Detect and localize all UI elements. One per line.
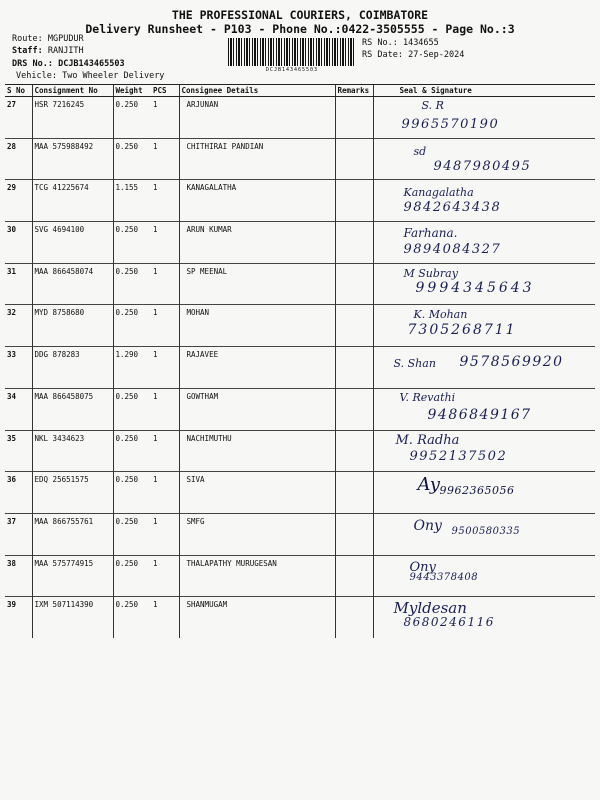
row-consignment: MAA 866458075 <box>32 388 113 430</box>
row-consignee: GOWTHAM <box>179 388 335 430</box>
row-weight: 0.250 <box>113 555 151 597</box>
row-consignee: CHITHIRAI PANDIAN <box>179 138 335 180</box>
col-sno: S No <box>5 85 32 97</box>
vehicle-value: Two Wheeler Delivery <box>62 71 165 81</box>
row-sno: 35 <box>5 430 32 472</box>
table-row <box>5 388 595 430</box>
table-row <box>5 513 595 555</box>
row-pcs: 1 <box>151 222 179 264</box>
row-consignment: MAA 575988492 <box>32 138 113 180</box>
row-signature <box>373 388 595 430</box>
row-signature <box>373 222 595 264</box>
col-remarks: Remarks <box>335 85 373 97</box>
signature-phone: 9952137502 <box>409 448 508 464</box>
row-remarks <box>335 97 373 139</box>
rs-no-value: 1434655 <box>402 38 439 48</box>
row-remarks <box>335 555 373 597</box>
row-consignment: IXM 507114390 <box>32 597 113 638</box>
row-consignment: MAA 866755761 <box>32 513 113 555</box>
signature-name: S. Shan <box>393 357 436 371</box>
row-weight: 0.250 <box>113 305 151 347</box>
row-pcs: 1 <box>151 388 179 430</box>
row-sno: 33 <box>5 347 32 389</box>
row-weight: 0.250 <box>113 263 151 305</box>
row-consignee: KANAGALATHA <box>179 180 335 222</box>
col-consignment: Consignment No <box>32 85 113 97</box>
row-signature <box>373 97 595 139</box>
row-consignee: ARUN KUMAR <box>179 222 335 264</box>
row-pcs: 1 <box>151 555 179 597</box>
table-row <box>5 430 595 472</box>
vehicle-line <box>16 71 164 81</box>
staff-value: RANJITH <box>47 46 84 56</box>
row-pcs: 1 <box>151 305 179 347</box>
col-consignee: Consignee Details <box>179 85 335 97</box>
signature-phone: 9500580335 <box>451 525 521 537</box>
table-row <box>5 305 595 347</box>
drs-line <box>12 59 125 69</box>
signature-phone: 7305268711 <box>407 322 517 339</box>
signature-name: K. Mohan <box>413 308 468 322</box>
row-signature <box>373 305 595 347</box>
row-sno: 39 <box>5 597 32 638</box>
row-weight: 0.250 <box>113 430 151 472</box>
row-remarks <box>335 305 373 347</box>
row-weight: 0.250 <box>113 472 151 514</box>
row-pcs: 1 <box>151 263 179 305</box>
row-pcs: 1 <box>151 513 179 555</box>
row-sno: 29 <box>5 180 32 222</box>
row-signature <box>373 180 595 222</box>
signature-name: M Subray <box>403 266 458 280</box>
runsheet-table <box>5 84 595 638</box>
row-sno: 38 <box>5 555 32 597</box>
row-sno: 27 <box>7 100 17 109</box>
row-remarks <box>335 430 373 472</box>
rs-no-line <box>362 38 439 48</box>
rs-date-label: RS Date: <box>362 50 403 60</box>
row-signature <box>373 597 595 638</box>
signature-phone: 9578569920 <box>459 354 564 371</box>
row-consignment: SVG 4694100 <box>32 222 113 264</box>
signature-name: Ony <box>409 559 436 575</box>
rs-date-value: 27-Sep-2024 <box>408 50 465 60</box>
row-consignment: HSR 7216245 <box>32 97 113 139</box>
signature-phone: 9994345643 <box>415 279 535 296</box>
signature-name: M. Radha <box>395 432 460 448</box>
table-row <box>5 597 595 638</box>
signature-phone: 9443378408 <box>409 571 479 583</box>
runsheet-subtitle: Delivery Runsheet - P103 - Phone No.:0422-3505555 - Page No.:3 <box>85 22 515 36</box>
row-remarks <box>335 472 373 514</box>
row-consignment: EDQ 25651575 <box>32 472 113 514</box>
signature-phone: 9962365056 <box>439 484 515 498</box>
row-sno: 28 <box>5 138 32 180</box>
rs-no-label: RS No.: <box>362 38 398 48</box>
row-weight: 0.250 <box>113 513 151 555</box>
route-line <box>12 34 84 44</box>
row-weight: 1.290 <box>113 347 151 389</box>
col-signature: Seal & Signature <box>373 85 595 97</box>
table-row <box>5 180 595 222</box>
row-consignment: MYD 8758680 <box>32 305 113 347</box>
table-row <box>5 97 595 139</box>
row-weight: 0.250 <box>113 97 151 139</box>
row-pcs: 1 <box>151 138 179 180</box>
row-signature <box>373 138 595 180</box>
table-row <box>5 222 595 264</box>
table-row <box>5 138 595 180</box>
row-sno: 36 <box>5 472 32 514</box>
signature-name: Ay <box>417 474 440 496</box>
row-remarks <box>335 388 373 430</box>
row-sno: 34 <box>5 388 32 430</box>
row-remarks <box>335 263 373 305</box>
signature-name: sd <box>413 144 427 158</box>
route-label: Route: <box>12 34 43 44</box>
signature-phone: 9842643438 <box>403 200 502 216</box>
row-consignment: NKL 3434623 <box>32 430 113 472</box>
row-pcs: 1 <box>151 347 179 389</box>
row-pcs: 1 <box>151 430 179 472</box>
route-value: MGPUDUR <box>47 34 84 44</box>
row-remarks <box>335 222 373 264</box>
drs-label: DRS No.: <box>12 59 53 69</box>
row-signature <box>373 430 595 472</box>
table-row <box>5 263 595 305</box>
row-consignment: MAA 866458074 <box>32 263 113 305</box>
row-consignee: MOHAN <box>179 305 335 347</box>
row-remarks <box>335 180 373 222</box>
row-consignment: MAA 575774915 <box>32 555 113 597</box>
row-remarks <box>335 138 373 180</box>
row-consignee: SMFG <box>179 513 335 555</box>
row-remarks <box>335 597 373 638</box>
vehicle-label: Vehicle: <box>16 71 57 81</box>
row-signature <box>373 472 595 514</box>
rs-date-line <box>362 50 464 60</box>
row-consignee: NACHIMUTHU <box>179 430 335 472</box>
row-signature <box>373 347 595 389</box>
company-title: THE PROFESSIONAL COURIERS, COIMBATORE <box>171 8 429 22</box>
row-consignment: DDG 878283 <box>32 347 113 389</box>
row-sno: 30 <box>5 222 32 264</box>
signature-name: V. Revathi <box>399 390 456 404</box>
row-consignee: SP MEENAL <box>179 263 335 305</box>
signature-name: Myldesan <box>393 599 467 618</box>
row-consignee: RAJAVEE <box>179 347 335 389</box>
drs-value: DCJB143465503 <box>58 59 125 69</box>
signature-phone: 9487980495 <box>433 158 532 174</box>
signature-name: Kanagalatha <box>403 186 474 200</box>
row-pcs: 1 <box>151 180 179 222</box>
row-weight: 1.155 <box>113 180 151 222</box>
row-consignment: TCG 41225674 <box>32 180 113 222</box>
row-consignee: ARJUNAN <box>179 97 335 139</box>
col-pcs: PCS <box>151 85 179 97</box>
row-remarks <box>335 513 373 555</box>
row-weight: 0.250 <box>113 138 151 180</box>
row-sno: 31 <box>5 263 32 305</box>
row-signature <box>373 263 595 305</box>
signature-name: Farhana. <box>403 226 458 241</box>
table-row <box>5 555 595 597</box>
row-weight: 0.250 <box>113 222 151 264</box>
staff-line <box>12 46 84 56</box>
row-sno: 32 <box>5 305 32 347</box>
row-sno: 37 <box>5 513 32 555</box>
barcode-text: DCJB143465503 <box>265 67 319 73</box>
signature-phone: 8680246116 <box>403 615 495 630</box>
row-weight: 0.250 <box>113 597 151 638</box>
row-signature <box>373 555 595 597</box>
table-header-row <box>5 85 595 97</box>
row-remarks <box>335 347 373 389</box>
row-pcs: 1 <box>151 597 179 638</box>
table-row <box>5 472 595 514</box>
row-consignee: THALAPATHY MURUGESAN <box>179 555 335 597</box>
col-weight: Weight <box>113 85 151 97</box>
signature-phone: 9965570190 <box>401 117 500 132</box>
signature-phone: 9894084327 <box>403 242 502 258</box>
row-weight: 0.250 <box>113 388 151 430</box>
signature-name: Ony <box>413 517 442 534</box>
signature-name: S. R <box>421 99 444 112</box>
row-pcs: 1 <box>151 472 179 514</box>
drs-barcode <box>228 38 356 66</box>
table-row <box>5 347 595 389</box>
row-signature <box>373 513 595 555</box>
row-consignee: SIVA <box>179 472 335 514</box>
row-pcs: 1 <box>153 100 158 109</box>
staff-label: Staff: <box>12 46 43 56</box>
signature-phone: 9486849167 <box>427 406 532 423</box>
row-consignee: SHANMUGAM <box>179 597 335 638</box>
